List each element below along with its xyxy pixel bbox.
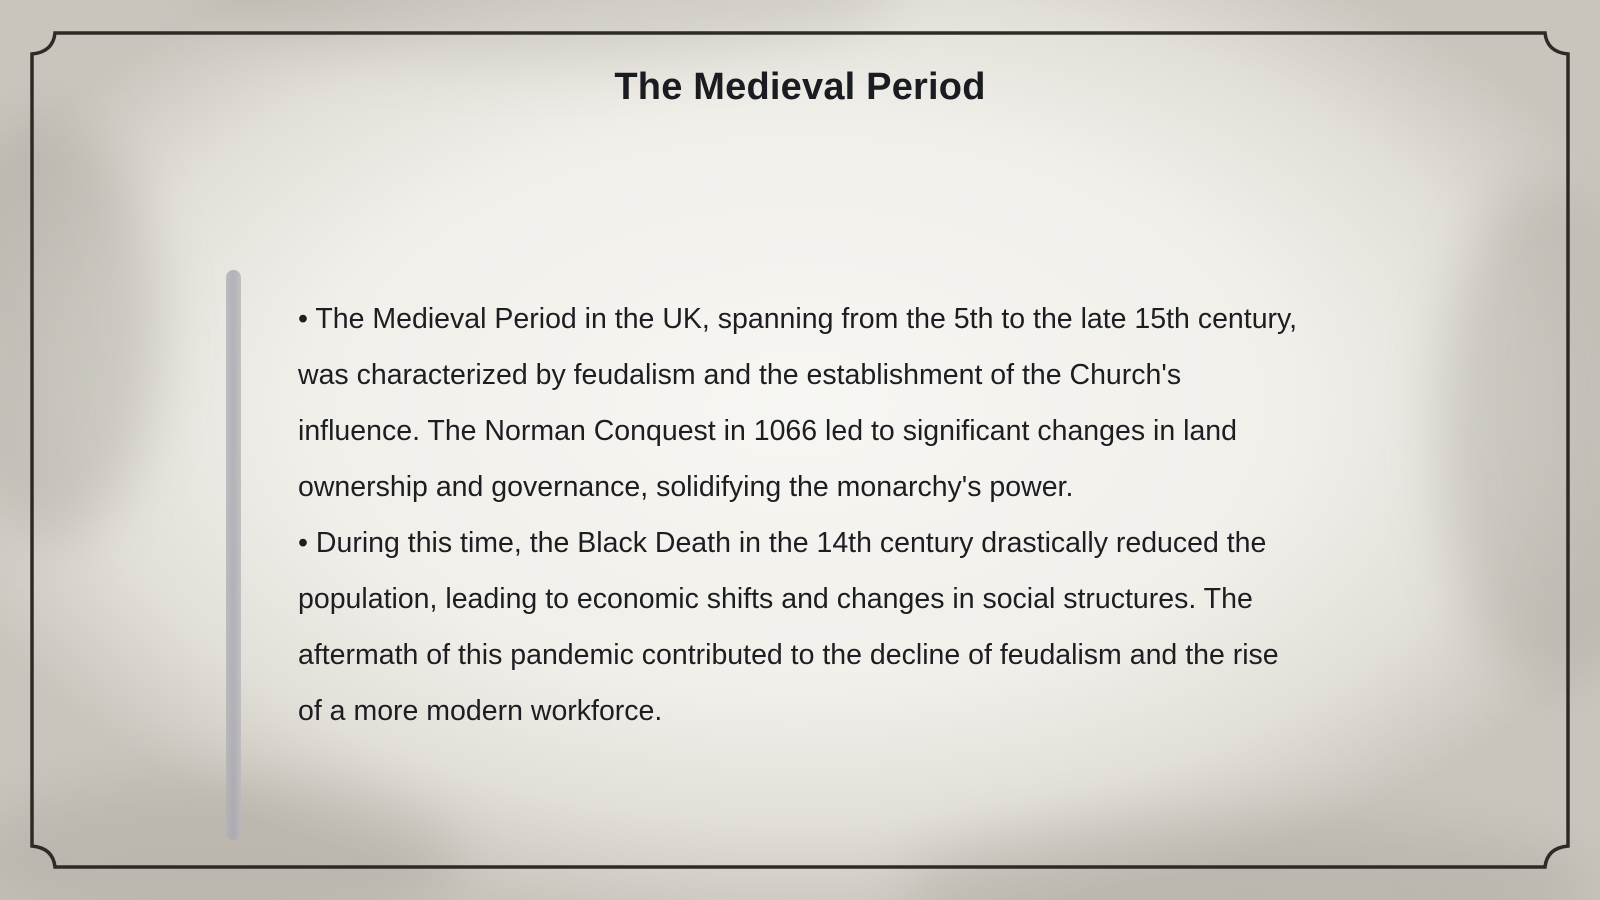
accent-bar	[226, 270, 241, 840]
bullet-item: • The Medieval Period in the UK, spanning from the 5th to the late 15th century, was characterized by feudalism and the establishment of the Church's influence. The Norman Conquest in 1066 led to significant changes in land ownership and governance, solidifying the monarchy's power.	[298, 303, 1298, 503]
slide-title: The Medieval Period	[614, 66, 986, 108]
bullet-item: • During this time, the Black Death in the 14th century drastically reduced the population, leading to economic shifts and changes in social structures. The aftermath of this pandemic contributed to the decline of feudalism and the rise of a more modern workforce.	[298, 527, 1279, 727]
bullet-list	[298, 291, 1298, 739]
